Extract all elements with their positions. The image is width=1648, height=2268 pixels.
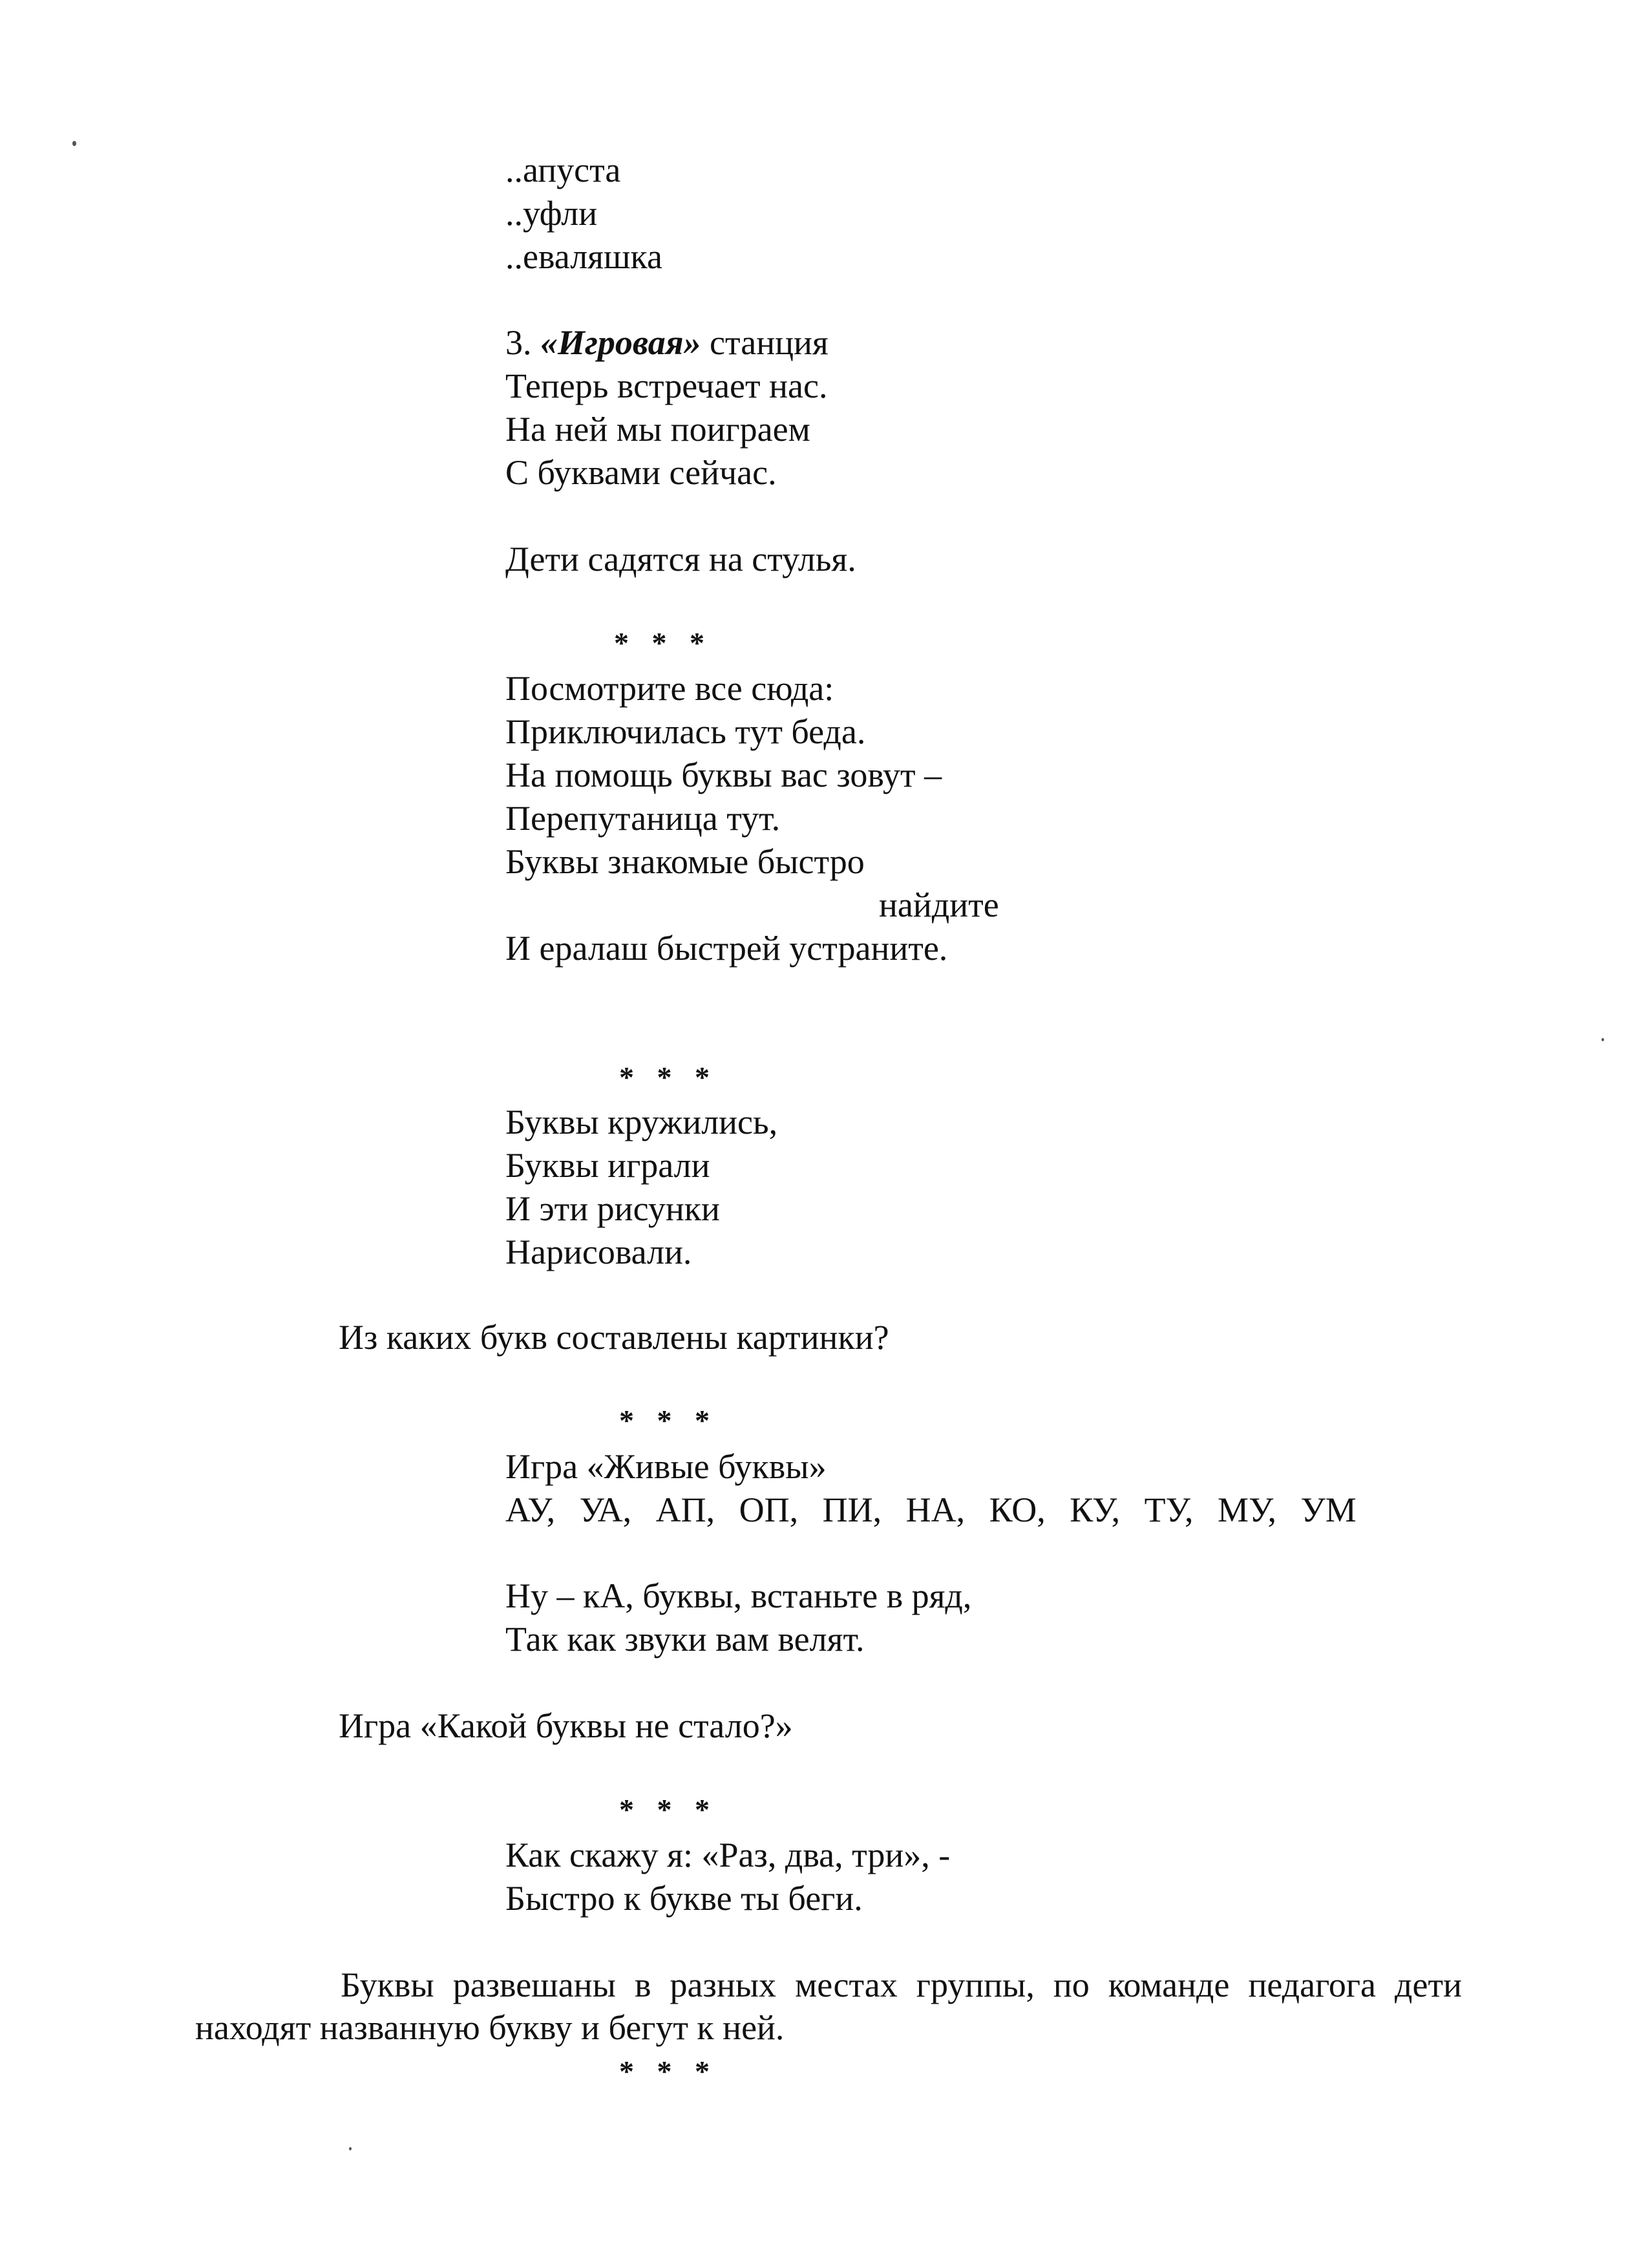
scan-speck — [349, 2147, 352, 2150]
missing-letter-word: ..апуста — [505, 151, 621, 189]
question-text: Из каких букв составлены картинки? — [339, 1318, 889, 1357]
poem-line: На ней мы поиграем — [505, 410, 810, 449]
station-number: 3. — [505, 323, 532, 362]
poem-line: Буквы кружились, — [505, 1103, 778, 1141]
separator-stars: * * * — [619, 1793, 717, 1826]
syllable-list: АУ, УА, АП, ОП, ПИ, НА, КО, КУ, ТУ, МУ, УМ — [505, 1490, 1357, 1529]
scan-speck — [1601, 1038, 1604, 1041]
poem-line: Теперь встречает нас. — [505, 366, 828, 405]
game-title: Игра «Какой буквы не стало?» — [339, 1706, 793, 1745]
station-name: «Игровая» — [540, 323, 701, 362]
poem-line: Буквы знакомые быстро — [505, 842, 865, 881]
poem-line: С буквами сейчас. — [505, 453, 777, 492]
separator-stars: * * * — [614, 626, 712, 659]
station-heading — [505, 321, 829, 364]
missing-letter-word: ..еваляшка — [505, 237, 662, 276]
poem-line: И ералаш быстрей устраните. — [505, 929, 948, 968]
poem-line: Перепутаница тут. — [505, 799, 781, 838]
separator-stars: * * * — [619, 1404, 717, 1437]
poem-line: Быстро к букве ты беги. — [505, 1879, 863, 1918]
instruction-paragraph: Буквы развешаны в разных местах группы, по команде педагога дети находят названную букву и бегут к ней. — [195, 1966, 1462, 2047]
poem-line: Ну – кА, буквы, встаньте в ряд, — [505, 1576, 972, 1615]
stage-direction: Дети садятся на стулья. — [505, 540, 856, 578]
poem-line: Так как звуки вам велят. — [505, 1620, 865, 1659]
missing-letter-word: ..уфли — [505, 194, 598, 233]
scan-speck — [72, 141, 76, 146]
poem-line: Посмотрите все сюда: — [505, 669, 834, 708]
poem-line: И эти рисунки — [505, 1189, 720, 1228]
station-word: станция — [710, 323, 829, 362]
separator-stars: * * * — [619, 2055, 717, 2088]
game-title: Игра «Живые буквы» — [505, 1447, 827, 1486]
poem-line: Буквы играли — [505, 1146, 710, 1185]
poem-line: Нарисовали. — [505, 1233, 692, 1271]
poem-line: На помощь буквы вас зовут – — [505, 756, 942, 794]
poem-line: Приключилась тут беда. — [505, 712, 866, 751]
poem-line: найдите — [879, 885, 999, 924]
poem-line: Как скажу я: «Раз, два, три», - — [505, 1836, 951, 1874]
separator-stars: * * * — [619, 1061, 717, 1094]
